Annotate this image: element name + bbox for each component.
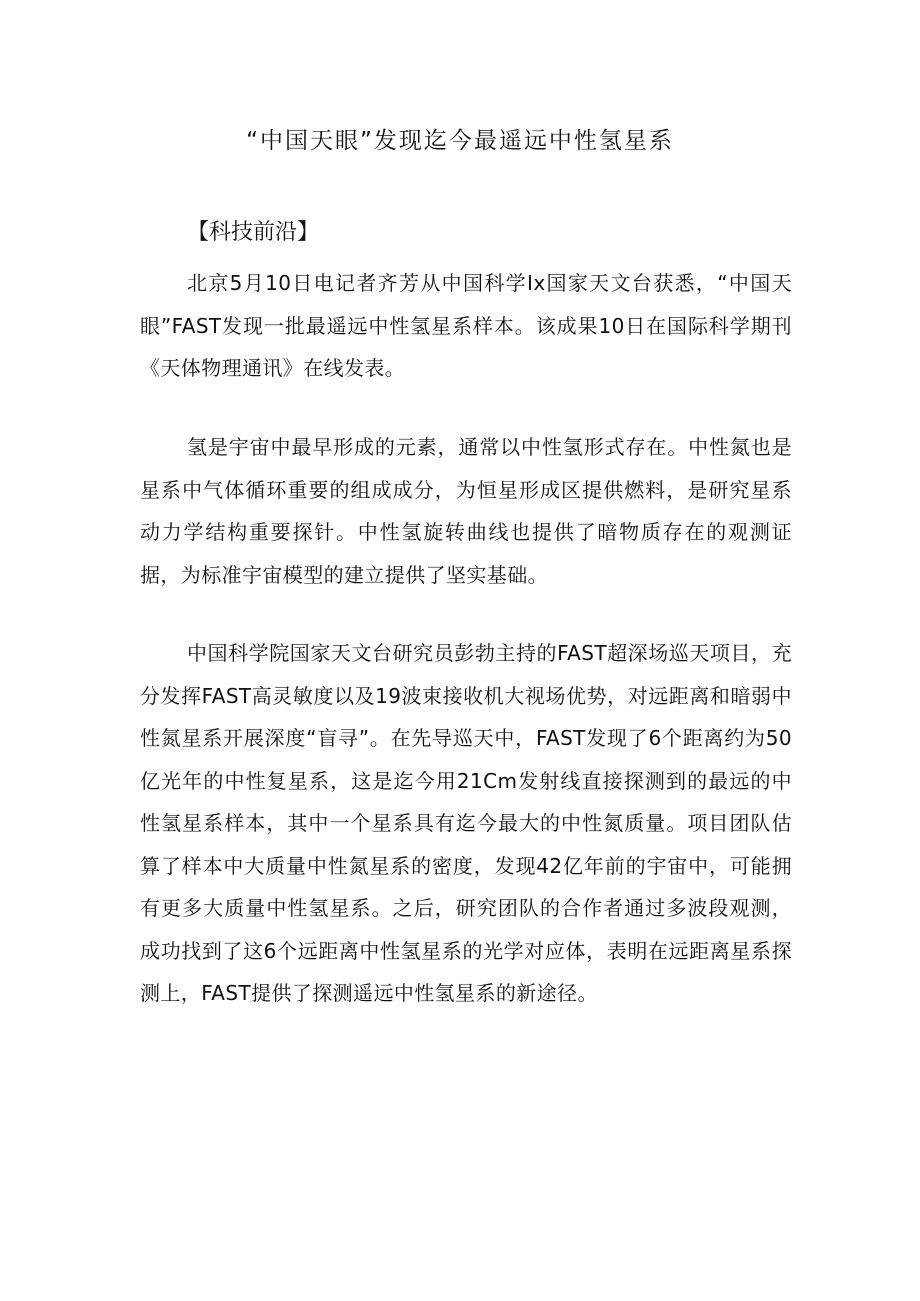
section-tag: 【科技前沿】: [187, 220, 320, 245]
paragraph-2: 氢是宇宙中最早形成的元素，通常以中性氢形式存在。中性氮也是星系中气体循环重要的组成成分，为恒星形成区提供燃料，是研究星系动力学结构重要探针。中性氢旋转曲线也提供了暗物质存在的观测证据，为标准宇宙模型的建立提供了坚实基础。: [140, 435, 792, 587]
paragraph-1: 北京5月10日电记者齐芳从中国科学Ix国家天文台获悉，“中国天眼”FAST发现一批最遥远中性氢星系样本。该成果10日在国际科学期刊《天体物理通讯》在线发表。: [140, 271, 792, 380]
article-title: “中国天眼”发现迄今最遥远中性氢星系: [246, 128, 674, 154]
paragraph-3: 中国科学院国家天文台研究员彭勃主持的FAST超深场巡天项目，充分发挥FAST高灵敏度以及19波束接收机大视场优势，对远距离和暗弱中性氮星系开展深度“盲寻”。在先导巡天中，FAST发现了6个距离约为50亿光年的中性复星系，这是迄今用21Cm发射线直接探测到的最远的中性氢星系样本，其中一个星系具有迄今最大的中性氮质量。项目团队估算了样本中大质量中性氮星系的密度，发现42亿年前的宇宙中，可能拥有更多大质量中性氢星系。之后，研究团队的合作者通过多波段观测，成功找到了这6个远距离中性氢星系的光学对应体，表明在远距离星系探测上，FAST提供了探测遥远中性氢星系的新途径。: [140, 641, 792, 1005]
